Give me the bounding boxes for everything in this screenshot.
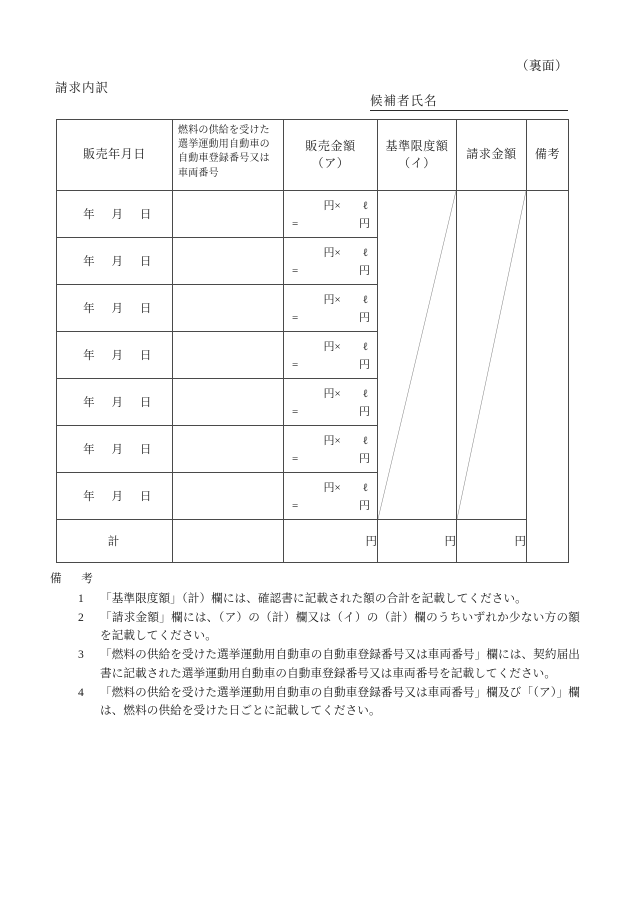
date-day-unit: 日 [139,397,152,409]
claim-breakdown-table-wrapper [56,119,568,563]
amount-equals-sign: = [292,406,299,418]
cell-sale-date[interactable] [57,238,173,285]
date-month-unit: 月 [111,491,124,503]
date-month-unit: 月 [111,444,124,456]
cell-claim-amount-block[interactable] [457,191,527,520]
remarks-item [50,609,580,647]
column-header-claim-amount: 請求金額 [457,120,527,191]
column-header-remarks: 備考 [527,120,569,191]
amount-result-unit: 円 [359,453,370,465]
diagonal-strike-line-limit [378,191,456,519]
amount-liter-unit: ℓ [362,247,368,259]
cell-vehicle-registration[interactable] [173,332,284,379]
amount-equals-sign: = [292,312,299,324]
amount-unit-price: 円× [323,294,341,306]
standard-limit-sublabel: （イ） [398,156,436,170]
date-year-unit: 年 [83,303,96,315]
amount-equals-sign: = [292,218,299,230]
amount-liter-unit: ℓ [362,200,368,212]
total-claim-amount-yen[interactable]: 円 [457,520,527,563]
cell-sale-date[interactable] [57,191,173,238]
cell-vehicle-registration[interactable] [173,379,284,426]
amount-unit-price: 円× [323,388,341,400]
table-total-row [57,520,569,563]
cell-sale-date[interactable] [57,332,173,379]
cell-vehicle-registration[interactable] [173,238,284,285]
date-day-unit: 日 [139,209,152,221]
amount-equals-sign: = [292,359,299,371]
amount-result-unit: 円 [359,359,370,371]
page-title: 請求内訳 [55,81,110,95]
date-year-unit: 年 [83,256,96,268]
date-year-unit: 年 [83,444,96,456]
cell-sale-amount[interactable] [284,238,378,285]
date-month-unit: 月 [111,256,124,268]
column-header-vehicle-registration [173,120,284,191]
amount-result-unit: 円 [359,312,370,324]
date-day-unit: 日 [139,444,152,456]
cell-sale-amount[interactable] [284,285,378,332]
remarks-item-text: 「燃料の供給を受けた選挙運動用自動車の自動車登録番号又は車両番号」欄には、契約届出書に記載された選挙運動用自動車の自動車登録番号又は車両番号を記載してください。 [100,648,580,680]
sale-amount-sublabel: （ア） [311,156,350,170]
amount-result-unit: 円 [359,265,370,277]
date-month-unit: 月 [111,397,124,409]
amount-unit-price: 円× [323,482,341,494]
remarks-section [50,570,580,721]
amount-unit-price: 円× [323,200,341,212]
amount-equals-sign: = [292,500,299,512]
date-year-unit: 年 [83,397,96,409]
amount-result-unit: 円 [359,406,370,418]
candidate-name-label: 候補者氏名 [370,91,438,111]
reg-header-line-4: 車両番号 [178,167,219,179]
column-header-sale-amount [284,120,378,191]
standard-limit-label: 基準限度額 [385,138,449,153]
remarks-item-number: 3 [78,648,84,662]
amount-unit-price: 円× [323,341,341,353]
cell-sale-date[interactable] [57,285,173,332]
remarks-item [50,684,580,722]
cell-sale-date[interactable] [57,379,173,426]
amount-liter-unit: ℓ [362,435,368,447]
date-year-unit: 年 [83,350,96,362]
remarks-item-text: 「請求金額」欄には、（ア）の（計）欄又は（イ）の（計）欄のうちいずれか少ない方の額を記載してください。 [100,610,580,643]
cell-vehicle-registration[interactable] [173,285,284,332]
date-year-unit: 年 [83,209,96,221]
date-year-unit: 年 [83,491,96,503]
remarks-item-text: 「燃料の供給を受けた選挙運動用自動車の自動車登録番号又は車両番号」欄及び「（ア）」欄は、燃料の供給を受けた日ごとに記載してください。 [100,685,580,718]
remarks-item-number: 4 [78,685,84,699]
remarks-item [50,646,580,684]
amount-result-unit: 円 [359,218,370,230]
amount-result-unit: 円 [359,500,370,512]
cell-sale-amount[interactable] [284,379,378,426]
cell-sale-date[interactable] [57,426,173,473]
date-month-unit: 月 [111,350,124,362]
cell-sale-amount[interactable] [284,332,378,379]
amount-equals-sign: = [292,453,299,465]
cell-sale-amount[interactable] [284,473,378,520]
cell-remarks-block[interactable] [527,191,569,563]
date-month-unit: 月 [111,303,124,315]
date-day-unit: 日 [139,350,152,362]
candidate-name-input[interactable] [438,95,568,111]
diagonal-strike-line-claim [457,191,526,519]
column-header-sale-date: 販売年月日 [57,120,173,191]
amount-unit-price: 円× [323,435,341,447]
amount-liter-unit: ℓ [362,388,368,400]
cell-standard-limit-block[interactable] [378,191,457,520]
reg-header-line-1: 燃料の供給を受けた [178,125,270,136]
remarks-heading: 備 考 [50,572,97,585]
remarks-item-text: 「基準限度額」（計）欄には、確認書に記載された額の合計を記載してください。 [100,591,527,605]
total-label: 計 [57,520,173,563]
column-header-standard-limit [378,120,457,191]
table-header-row [57,120,569,191]
cell-vehicle-registration[interactable] [173,473,284,520]
total-cell-registration [173,520,284,563]
amount-equals-sign: = [292,265,299,277]
reg-header-line-2: 選挙運動用自動車の [178,139,270,151]
candidate-name-field [370,91,568,111]
date-day-unit: 日 [139,256,152,268]
date-day-unit: 日 [139,303,152,315]
remarks-item [50,590,580,609]
amount-unit-price: 円× [323,247,341,259]
back-side-mark: （裏面） [515,59,568,73]
claim-breakdown-table [56,119,569,563]
date-month-unit: 月 [111,209,124,221]
total-sale-amount-yen[interactable]: 円 [284,520,378,563]
amount-liter-unit: ℓ [362,294,368,306]
date-day-unit: 日 [139,491,152,503]
amount-liter-unit: ℓ [362,482,368,494]
cell-sale-date[interactable] [57,473,173,520]
remarks-item-number: 1 [78,591,84,605]
cell-sale-amount[interactable] [284,191,378,238]
remarks-item-number: 2 [78,610,84,624]
reg-header-line-3: 自動車登録番号又は [178,153,270,165]
cell-vehicle-registration[interactable] [173,191,284,238]
cell-vehicle-registration[interactable] [173,426,284,473]
sale-amount-label: 販売金額 [305,138,356,153]
cell-sale-amount[interactable] [284,426,378,473]
table-row [57,191,569,238]
total-standard-limit-yen[interactable]: 円 [378,520,457,563]
amount-liter-unit: ℓ [362,341,368,353]
